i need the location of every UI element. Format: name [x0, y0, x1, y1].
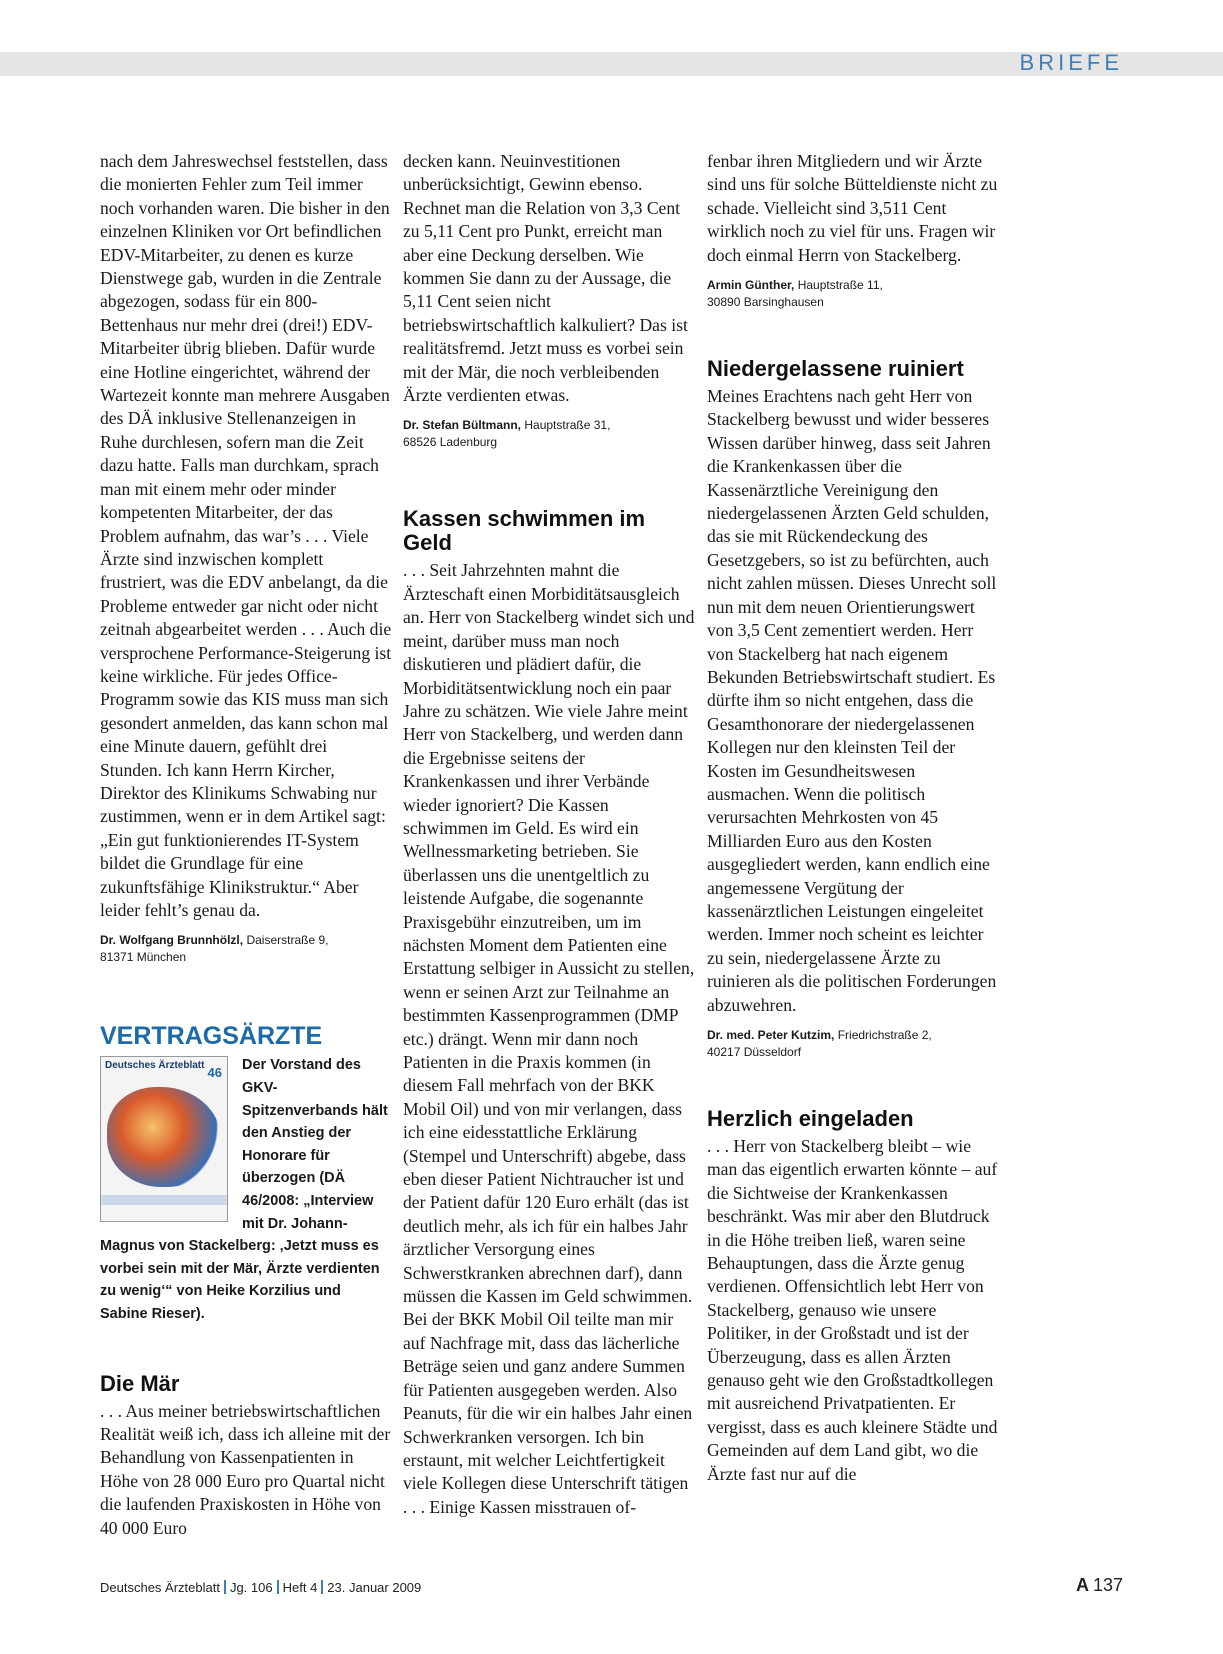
author-city: 68526 Ladenburg	[403, 435, 498, 450]
letter-author	[100, 932, 392, 966]
letter-headline: Die Mär	[100, 1370, 180, 1396]
page-number	[1076, 1575, 1123, 1596]
letter-paragraph: fenbar ihren Mitgliedern und wir Ärzte sind uns für solche Bütteldienste nicht zu schade. Vielleicht sind 3,511 Cent wirklich noch zu viel für uns. Fragen wir doch einmal Herrn von Stackelberg.	[707, 151, 998, 265]
rubric-heading: VERTRAGSÄRZTE	[100, 1022, 323, 1051]
footer-separator	[277, 1580, 279, 1594]
magazine-cover-thumbnail	[100, 1056, 228, 1222]
page-prefix: A	[1075, 1575, 1089, 1595]
page-footer	[100, 1580, 421, 1595]
cover-illustration	[107, 1087, 221, 1187]
letter-paragraph: . . . Aus meiner betriebswirtschaftlichen Realität weiß ich, dass ich alleine mit der Behandlung von Kassenpatienten in Höhe von 28 000 Euro pro Quartal nicht die laufenden Praxiskosten in Höhe von 40 000 Euro	[100, 1400, 391, 1538]
author-city: 81371 München	[100, 950, 187, 965]
footer-journal: Deutsches Ärzteblatt	[100, 1580, 220, 1595]
footer-separator	[321, 1580, 323, 1594]
letter-author	[707, 277, 999, 311]
page-number-value: 137	[1092, 1575, 1123, 1595]
letter-headline: Niedergelassene ruiniert	[707, 356, 964, 382]
rubric-intro	[100, 1054, 392, 1325]
column-3	[707, 150, 999, 1486]
author-city: 40217 Düsseldorf	[707, 1045, 802, 1059]
section-label: BRIEFE	[1019, 50, 1123, 75]
column-1	[100, 150, 392, 1540]
letter-headline: Kassen schwimmen im Geld	[403, 506, 646, 556]
cover-issue-number: 46	[207, 1065, 222, 1081]
letter-paragraph: decken kann. Neuinvestitionen unberücksichtigt, Gewinn ebenso. Rechnet man die Relation von 3,3 Cent zu 5,11 Cent pro Punkt, erreicht man aber eine Deckung derselben. Wie kommen Sie dann zu der Aussage, die 5,11 Cent seien nicht betriebswirtschaftlich kalkuliert? Das ist realitätsfremd. Jetzt muss es vorbei sein mit der Mär, die noch verbleibenden Ärzte verdienten etwas.	[403, 151, 688, 406]
letter-paragraph: . . . Herr von Stackelberg bleibt – wie man das eigentlich erwarten könnte – auf die Sichtweise der Krankenkassen beschränkt. Was mir aber den Blutdruck in die Höhe treiben ließ, waren seine Behauptungen, dass die Ärzte genug verdienen. Offensichtlich lebt Herr von Stackelberg, genauso wie unsere Politiker, in der Großstadt und ist der Überzeugung, dass es allen Ärzten genauso geht wie den Großstadtkollegen mit ausreichend Privatpatienten. Er vergisst, dass es auch kleinere Städte und Gemeinden auf dem Land gibt, wo die Ärzte fast nur auf die	[707, 1136, 998, 1484]
cover-band	[101, 1195, 227, 1205]
author-city: 30890 Barsinghausen	[707, 295, 824, 310]
author-name: Dr. med. Peter Kutzim,	[707, 1028, 835, 1042]
author-street: Friedrichstraße 2,	[837, 1028, 932, 1042]
letter-paragraph: nach dem Jahreswechsel feststellen, dass die monierten Fehler zum Teil immer noch vorhanden waren. Die bisher in den einzelnen Kliniken vor Ort befindlichen EDV-Mitarbeiter, zu denen es kurze Dienstwege gab, wurden in die Zentrale abgezogen, sodass für ein 800-Bettenhaus nur mehr drei (drei!) EDV-Mitarbeiter übrig blieben. Dafür wurde eine Hotline eingerichtet, während der Wartezeit konnte man mehrere Ausgaben des DÄ inklusive Stellenanzeigen in Ruhe durchlesen, sofern man die Zeit dazu hatte. Falls man durchkam, sprach man mit einem mehr oder minder kompetenten Mitarbeiter, der das Problem aufnahm, das war’s . . . Viele Ärzte sind inzwischen komplett frustriert, was die EDV anbelangt, da die Probleme entweder gar nicht oder nicht zeitnah abgearbeitet werden . . . Auch die versprochene Performance-Steigerung ist keine wirkliche. Für jedes Office-Programm sowie das KIS muss man sich gesondert anmelden, das kann schon mal eine Minute dauern, gefühlt drei Stunden. Ich kann Herrn Kircher, Direktor des Klinikums Schwabing nur zustimmen, wenn er in dem Artikel sagt: „Ein gut funktionierendes IT-System bildet die Grundlage für eine zukunftsfähige Klinikstruktur.“ Aber leider fehlt’s genau da.	[100, 151, 392, 920]
author-name: Armin Günther,	[707, 278, 795, 293]
footer-separator	[224, 1580, 226, 1594]
author-street: Hauptstraße 11,	[797, 278, 883, 293]
intro-text: Der Vorstand des GKV-Spitzenverbands hält den Anstieg der Honorare für überzogen (DÄ 46/2008: „Interview mit Dr. Johann-Magnus von Stackelberg: ‚Jetzt muss es vorbei sein mit der Mär, Ärzte verdienten zu wenig‘“ von Heike Korzilius und Sabine Rieser).	[100, 1057, 388, 1322]
cover-title: Deutsches Ärzteblatt	[105, 1060, 205, 1072]
letter-paragraph: Meines Erachtens nach geht Herr von Stackelberg bewusst und wider besseres Wissen darüber hinweg, dass seit Jahren die Krankenkassen über die Kassenärztliche Vereinigung den niedergelassenen Ärzten Geld schulden, das sie mit Rückendeckung des Gesetzgebers, so ist zu befürchten, auch nicht zahlen müssen. Dieses Unrecht soll nun mit dem neuen Orientierungswert von 3,5 Cent zementiert werden. Herr von Stackelberg hat nach eigenem Bekunden Betriebswirtschaft studiert. Es dürfte ihm so nicht entgehen, dass die Gesamthonorare der niedergelassenen Kollegen nur den kleinsten Teil der Kosten im Gesundheitswesen ausmachen. Wenn die politisch verursachten Mehrkosten von 45 Milliarden Euro aus den Kosten ausgegliedert werden, kann endlich eine angemessene Vergütung der kassenärztlichen Leistungen eingeleitet werden. Immer noch scheint es leichter zu sein, niedergelassene Ärzte zu ruinieren als die politischen Forderungen abzuwehren.	[707, 386, 997, 1015]
author-street: Hauptstraße 31,	[524, 418, 611, 433]
letter-paragraph: . . . Seit Jahrzehnten mahnt die Ärzteschaft einen Morbiditätsausgleich an. Herr von Stackelberg windet sich und meint, darüber muss man noch diskutieren und plädiert dafür, die Morbiditätsentwicklung noch ein paar Jahre zu schätzen. Wie viele Jahre meint Herr von Stackelberg, und werden dann die Ergebnisse seitens der Krankenkassen und ihrer Verbände wieder ignoriert? Die Kassen schwimmen im Geld. Es wird ein Wellnessmarketing betrieben. Sie überlassen uns die unentgeltlich zu leistende Aufgabe, die sogenannte Praxisgebühr einzutreiben, um im nächsten Moment dem Patienten eine Erstattung selbiger in Aussicht zu stellen, wenn er seinen Arzt zur Teilnahme an bestimmten Kassenprogrammen (DMP etc.) drängt. Wenn mir dann noch Patienten in die Praxis kommen (in diesem Fall mehrfach von der BKK Mobil Oil) und von mir verlangen, dass ich eine eidesstattliche Erklärung (Stempel und Unterschrift) abgebe, dass eben dieser Patient Nichtraucher ist und der Patient dafür 120 Euro erhält (das ist deutlich mehr, als ich für ein halbes Jahr ärztlicher Versorgung eines Schwerstkranken abrechnen darf), dann müssen die Kassen im Geld schwimmen. Bei der BKK Mobil Oil teilte man mir auf Nachfrage mit, dass das lächerliche Beträge seien und ganz andere Summen für Patienten ausgegeben werden. Also Peanuts, für die wir ein halbes Jahr einen Schwerkranken versorgen. Ich bin erstaunt, mit welcher Leichtfertigkeit viele Kollegen diese Unterschrift tätigen . . . Einige Kassen misstrauen of-	[403, 560, 695, 1517]
footer-issue: Heft 4	[282, 1580, 318, 1595]
footer-volume: Jg. 106	[229, 1580, 273, 1595]
author-name: Dr. Stefan Bültmann,	[403, 418, 522, 433]
footer-date: 23. Januar 2009	[327, 1580, 422, 1595]
author-street: Daiserstraße 9,	[246, 933, 329, 948]
author-name: Dr. Wolfgang Brunnhölzl,	[100, 933, 244, 948]
letter-headline: Herzlich eingeladen	[707, 1106, 914, 1131]
letter-author	[403, 417, 695, 451]
column-2	[403, 150, 695, 1519]
letter-author	[707, 1027, 999, 1061]
